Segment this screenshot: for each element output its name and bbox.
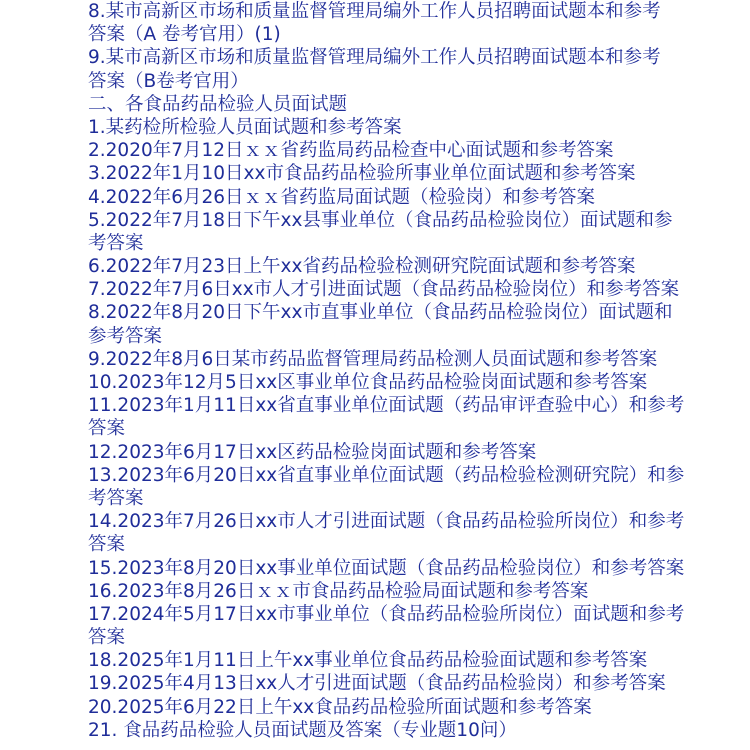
list-item: 6.2022年7月23日上午xx省药品检验检测研究院面试题和参考答案 bbox=[88, 256, 636, 278]
list-item: 答案（B卷考官用） bbox=[88, 70, 249, 92]
list-item: 答案（A 卷考官用）(1) bbox=[88, 24, 281, 46]
list-item: 8.2022年8月20日下午xx市直事业单位（食品药品检验岗位）面试题和 bbox=[88, 302, 673, 324]
list-item: 9.2022年8月6日某市药品监督管理局药品检测人员面试题和参考答案 bbox=[88, 348, 658, 370]
list-item: 8.某市高新区市场和质量监督管理局编外工作人员招聘面试题本和参考 bbox=[88, 1, 661, 22]
document-text-block bbox=[88, 0, 728, 742]
list-item: 7.2022年7月6日xx市人才引进面试题（食品药品检验岗位）和参考答案 bbox=[88, 279, 680, 301]
list-item: 4.2022年6月26日ｘｘ省药监局面试题（检验岗）和参考答案 bbox=[88, 186, 596, 208]
list-item: 答案 bbox=[88, 418, 126, 440]
list-item: 参考答案 bbox=[88, 325, 163, 347]
list-item: 18.2025年1月11日上午xx事业单位食品药品检验面试题和参考答案 bbox=[88, 650, 648, 672]
list-item: 2.2020年7月12日ｘｘ省药监局药品检查中心面试题和参考答案 bbox=[88, 140, 614, 162]
list-item: 9.某市高新区市场和质量监督管理局编外工作人员招聘面试题本和参考 bbox=[88, 47, 661, 69]
list-item: 10.2023年12月5日xx区事业单位食品药品检验岗面试题和参考答案 bbox=[88, 372, 648, 393]
list-item: 5.2022年7月18日下午xx县事业单位（食品药品检验岗位）面试题和参 bbox=[88, 209, 673, 231]
list-item: 考答案 bbox=[88, 232, 144, 254]
list-item: 11.2023年1月11日xx省直事业单位面试题（药品审评查验中心）和参考 bbox=[88, 395, 685, 417]
list-item: 1.某药检所检验人员面试题和参考答案 bbox=[88, 116, 402, 138]
list-item: 21. 食品药品检验人员面试题及答案（专业题10问） bbox=[88, 719, 517, 741]
list-item: 考答案 bbox=[88, 487, 144, 509]
list-item: 12.2023年6月17日xx区药品检验岗面试题和参考答案 bbox=[88, 441, 537, 463]
list-item: 19.2025年4月13日xx人才引进面试题（食品药品检验岗）和参考答案 bbox=[88, 673, 666, 695]
list-item: 3.2022年1月10日xx市食品药品检验所事业单位面试题和参考答案 bbox=[88, 163, 636, 185]
list-item: 答案 bbox=[88, 627, 126, 649]
list-item: 17.2024年5月17日xx市事业单位（食品药品检验所岗位）面试题和参考 bbox=[88, 603, 685, 625]
list-item: 15.2023年8月20日xx事业单位面试题（食品药品检验岗位）和参考答案 bbox=[88, 557, 685, 579]
list-item: 答案 bbox=[88, 534, 126, 556]
list-item: 20.2025年6月22日上午xx食品药品检验所面试题和参考答案 bbox=[88, 696, 592, 718]
list-item: 13.2023年6月20日xx省直事业单位面试题（药品检验检测研究院）和参 bbox=[88, 464, 685, 486]
list-item: 16.2023年8月26日ｘｘ市食品药品检验局面试题和参考答案 bbox=[88, 580, 589, 602]
list-item: 14.2023年7月26日xx市人才引进面试题（食品药品检验所岗位）和参考 bbox=[88, 511, 685, 533]
section-heading: 二、各食品药品检验人员面试题 bbox=[88, 93, 348, 115]
